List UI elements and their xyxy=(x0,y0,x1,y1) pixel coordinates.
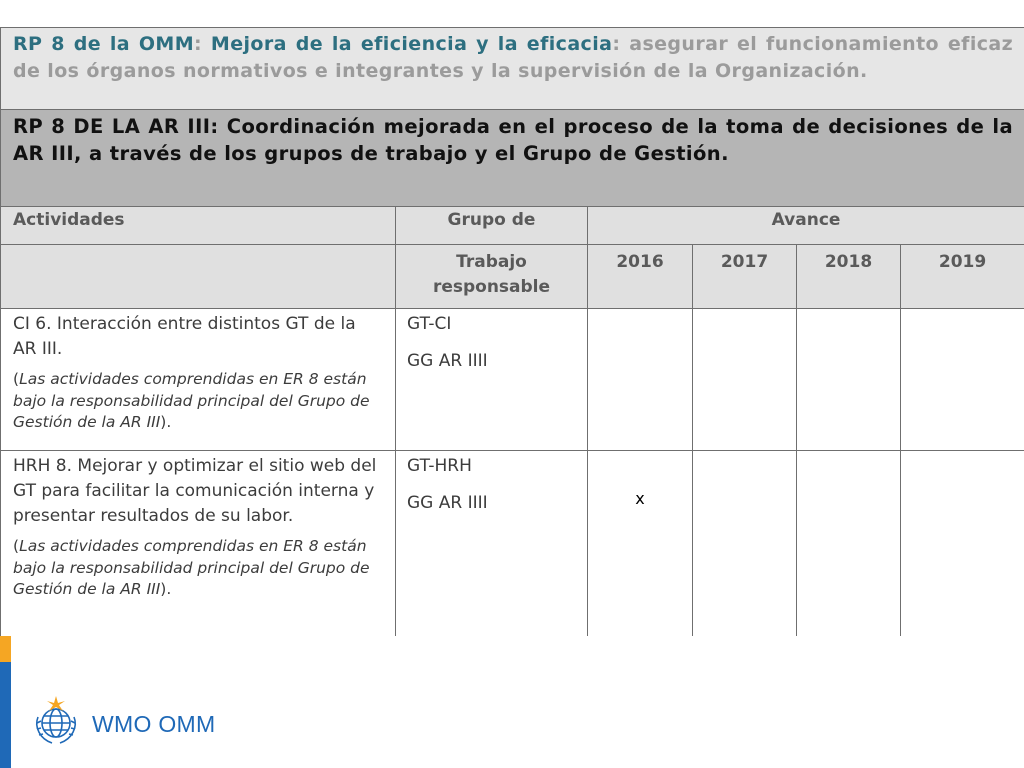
group-code: GT-HRH xyxy=(407,456,472,476)
group-subheader: Trabajo responsable xyxy=(396,245,588,309)
plan-table-region xyxy=(0,27,1024,636)
activity-title: CI 6. Interacción entre distintos GT de la AR III. xyxy=(13,314,356,359)
wmo-emblem-icon xyxy=(28,693,84,749)
progress-cell xyxy=(693,309,797,451)
activity-cell xyxy=(1,309,396,451)
progress-cell xyxy=(588,309,693,451)
responsible-group-cell xyxy=(396,309,588,451)
progress-cell: x xyxy=(588,451,693,637)
ar-result-title: RP 8 DE LA AR III: Coordinación mejorada en el proceso de la toma de decisiones de la AR III, a través de los grupos de trabajo y el Grupo de Gestión. xyxy=(13,115,1014,165)
omm-result-description: : asegurar el funcionamiento eficaz de los órganos normativos e integrantes y la supervisión de la Organización. xyxy=(13,33,1014,82)
ar-result-header xyxy=(1,110,1024,207)
accent-bar-blue xyxy=(0,662,11,768)
strategic-plan-table xyxy=(0,27,1024,636)
accent-bar-orange xyxy=(0,636,11,662)
year-header: 2016 xyxy=(588,245,693,309)
progress-cell xyxy=(901,451,1024,637)
year-header: 2018 xyxy=(797,245,901,309)
table-row xyxy=(1,309,1024,451)
group-header: Grupo de xyxy=(396,207,588,245)
responsible-group-cell xyxy=(396,451,588,637)
group-code: GG AR IIII xyxy=(407,493,488,513)
activity-title: HRH 8. Mejorar y optimizar el sitio web del GT para facilitar la comunicación interna y presentar resultados de su labor. xyxy=(13,456,377,526)
activities-header: Actividades xyxy=(1,207,396,245)
footer-brand: WMO OMM xyxy=(92,711,216,737)
activity-note: (Las actividades comprendidas en ER 8 están bajo la responsabilidad principal del Grupo de Gestión de la AR III). xyxy=(13,537,370,598)
progress-cell xyxy=(901,309,1024,451)
year-header: 2017 xyxy=(693,245,797,309)
omm-separator: : xyxy=(194,33,211,55)
progress-cell xyxy=(797,309,901,451)
omm-result-label: RP 8 de la OMM xyxy=(13,33,195,55)
omm-result-title: Mejora de la eficiencia y la eficacia xyxy=(210,33,613,55)
group-code: GT-CI xyxy=(407,314,452,334)
progress-cell xyxy=(693,451,797,637)
year-header: 2019 xyxy=(901,245,1024,309)
progress-header: Avance xyxy=(588,207,1024,245)
group-code: GG AR IIII xyxy=(407,351,488,371)
activity-note: (Las actividades comprendidas en ER 8 están bajo la responsabilidad principal del Grupo de Gestión de la AR III). xyxy=(13,370,370,431)
progress-cell xyxy=(797,451,901,637)
activities-subheader xyxy=(1,245,396,309)
table-row xyxy=(1,451,1024,637)
activity-cell xyxy=(1,451,396,637)
omm-result-header xyxy=(1,28,1024,110)
